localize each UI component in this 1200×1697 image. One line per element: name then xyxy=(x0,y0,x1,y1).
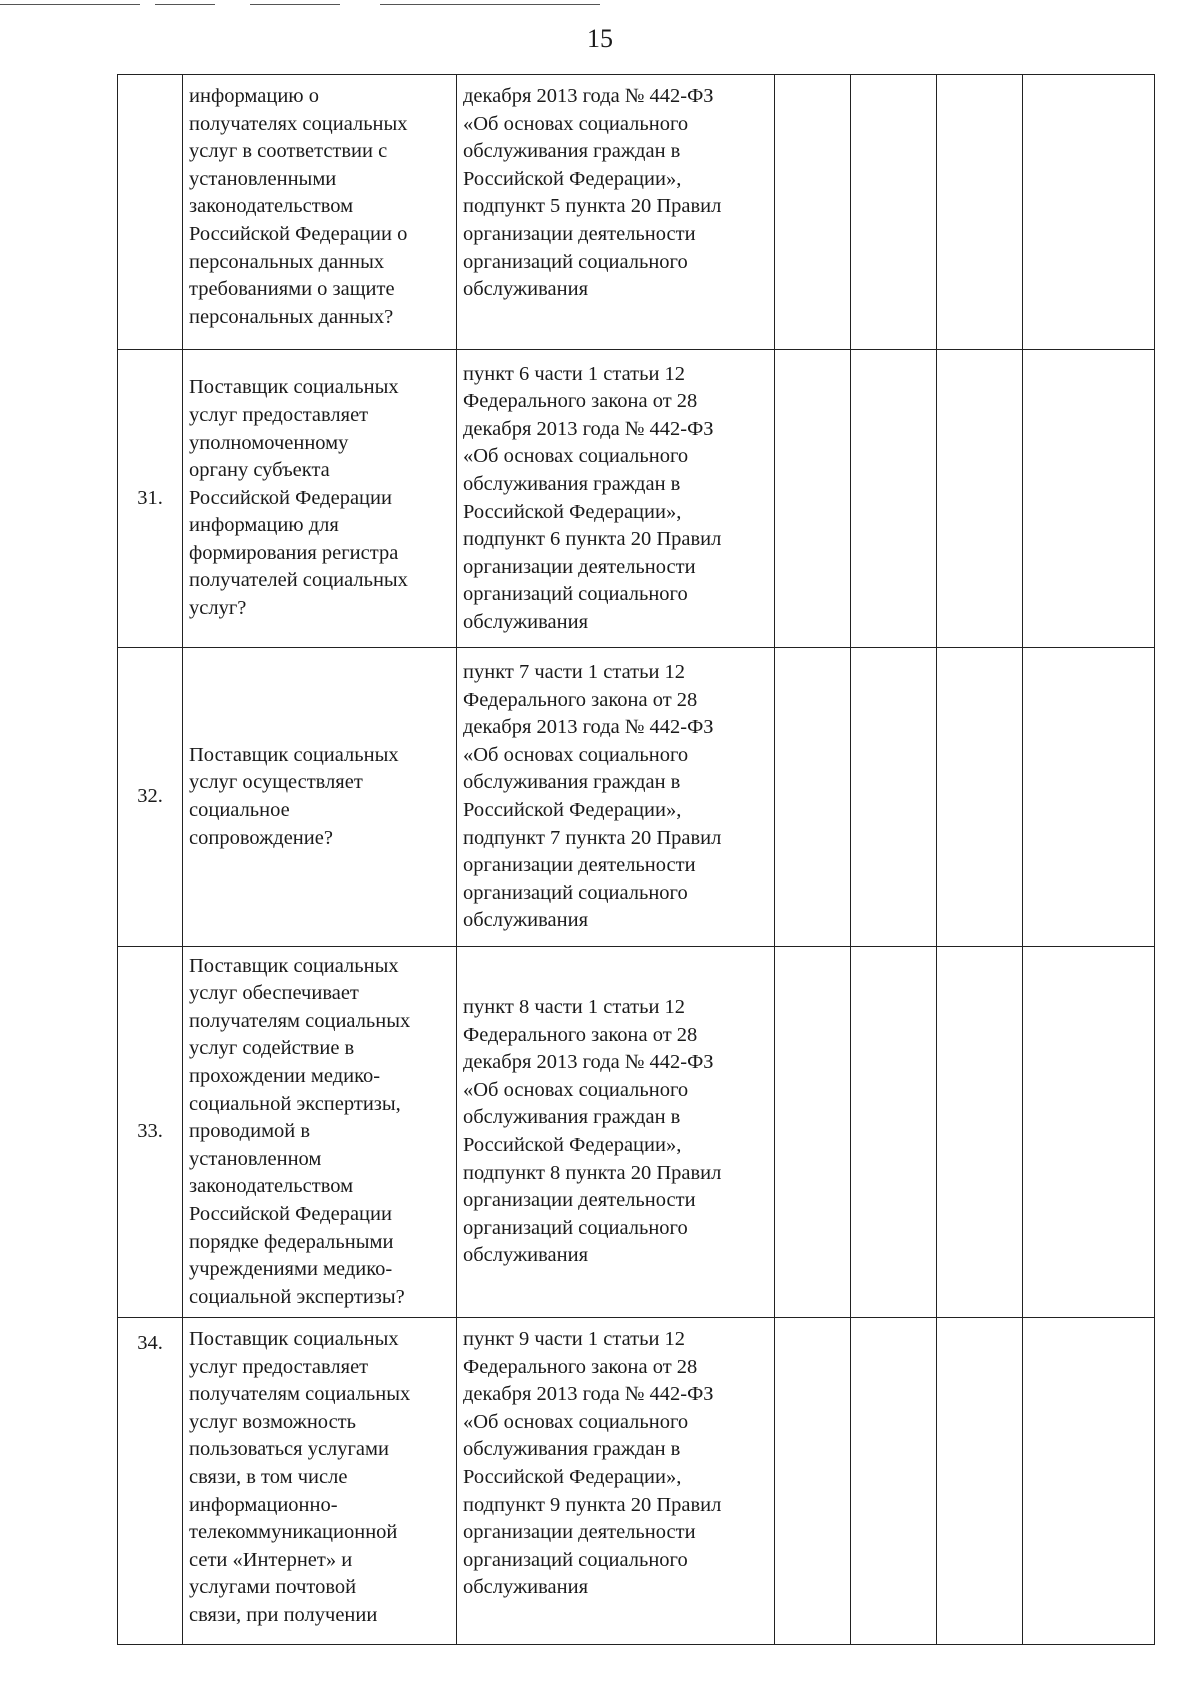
note-cell[interactable] xyxy=(1023,75,1155,350)
scan-artifact-line xyxy=(0,4,140,5)
legal-basis-text: декабря 2013 года № 442-ФЗ «Об основах социального обслуживания граждан в Российской Федерации», подпункт 5 пункта 20 Правил организации деятельности организаций социального обслуживания xyxy=(463,85,722,301)
answer-no-cell[interactable] xyxy=(851,1318,937,1645)
legal-basis-text: пункт 7 части 1 статьи 12 Федерального закона от 28 декабря 2013 года № 442-ФЗ «Об основах социального обслуживания граждан в Российской Федерации», подпункт 7 пункта 20 Правил организации деятельности организаций социального обслуживания xyxy=(463,661,722,932)
note-cell[interactable] xyxy=(1023,947,1155,1318)
note-cell[interactable] xyxy=(1023,1318,1155,1645)
requirement-question-text: Поставщик социальных услуг предоставляет получателям социальных услуг возможность пользоваться услугами связи, в том числе информационно- телекоммуникационной сети «Интернет» и услугами почтовой связи, при получении xyxy=(189,1328,411,1626)
row-number: 34. xyxy=(118,1318,183,1645)
legal-basis-text: пункт 9 части 1 статьи 12 Федерального закона от 28 декабря 2013 года № 442-ФЗ «Об основах социального обслуживания граждан в Российской Федерации», подпункт 9 пункта 20 Правил организации деятельности организаций социального обслуживания xyxy=(463,1328,722,1599)
answer-yes-cell[interactable] xyxy=(775,1318,851,1645)
row-number: 32. xyxy=(118,648,183,947)
answer-not-applicable-cell[interactable] xyxy=(937,947,1023,1318)
legal-basis xyxy=(457,947,775,1318)
table-row xyxy=(118,648,1155,947)
answer-not-applicable-cell[interactable] xyxy=(937,75,1023,350)
requirement-question-text: Поставщик социальных услуг предоставляет уполномоченному органу субъекта Российской Федерации информацию для формирования регистра получателей социальных услуг? xyxy=(189,376,408,620)
requirement-question xyxy=(183,75,457,350)
legal-basis-text: пункт 8 части 1 статьи 12 Федерального закона от 28 декабря 2013 года № 442-ФЗ «Об основах социального обслуживания граждан в Российской Федерации», подпункт 8 пункта 20 Правил организации деятельности организаций социального обслуживания xyxy=(463,996,722,1267)
scan-artifact-line xyxy=(380,4,600,5)
requirement-question xyxy=(183,350,457,648)
requirement-question xyxy=(183,947,457,1318)
requirement-question xyxy=(183,1318,457,1645)
row-number: 33. xyxy=(118,947,183,1318)
legal-basis xyxy=(457,648,775,947)
requirement-question-text: Поставщик социальных услуг осуществляет социальное сопровождение? xyxy=(189,743,399,849)
answer-yes-cell[interactable] xyxy=(775,75,851,350)
answer-no-cell[interactable] xyxy=(851,350,937,648)
note-cell[interactable] xyxy=(1023,648,1155,947)
legal-basis xyxy=(457,1318,775,1645)
answer-yes-cell[interactable] xyxy=(775,947,851,1318)
answer-not-applicable-cell[interactable] xyxy=(937,1318,1023,1645)
scan-artifact-line xyxy=(155,4,215,5)
answer-yes-cell[interactable] xyxy=(775,350,851,648)
answer-no-cell[interactable] xyxy=(851,947,937,1318)
answer-yes-cell[interactable] xyxy=(775,648,851,947)
row-number xyxy=(118,75,183,350)
table-row xyxy=(118,1318,1155,1645)
scan-artifact-line xyxy=(250,4,340,5)
requirement-question-text: Поставщик социальных услуг обеспечивает получателям социальных услуг содействие в прохождении медико- социальной экспертизы, проводимой в установленном законодательством Российской Федерации порядке федеральными учреждениями медико- социальной экспертизы? xyxy=(189,954,411,1308)
answer-not-applicable-cell[interactable] xyxy=(937,648,1023,947)
row-number: 31. xyxy=(118,350,183,648)
legal-basis xyxy=(457,75,775,350)
legal-basis-text: пункт 6 части 1 статьи 12 Федерального закона от 28 декабря 2013 года № 442-ФЗ «Об основах социального обслуживания граждан в Российской Федерации», подпункт 6 пункта 20 Правил организации деятельности организаций социального обслуживания xyxy=(463,362,722,633)
table-row xyxy=(118,947,1155,1318)
legal-basis xyxy=(457,350,775,648)
checklist-table xyxy=(117,74,1155,1645)
table-row xyxy=(118,350,1155,648)
requirement-question-text: информацию о получателях социальных услуг в соответствии с установленными законодательством Российской Федерации о персональных данных требованиями о защите персональных данных? xyxy=(189,85,408,328)
note-cell[interactable] xyxy=(1023,350,1155,648)
table-row xyxy=(118,75,1155,350)
answer-not-applicable-cell[interactable] xyxy=(937,350,1023,648)
page-number: 15 xyxy=(587,24,613,53)
answer-no-cell[interactable] xyxy=(851,75,937,350)
requirement-question xyxy=(183,648,457,947)
answer-no-cell[interactable] xyxy=(851,648,937,947)
